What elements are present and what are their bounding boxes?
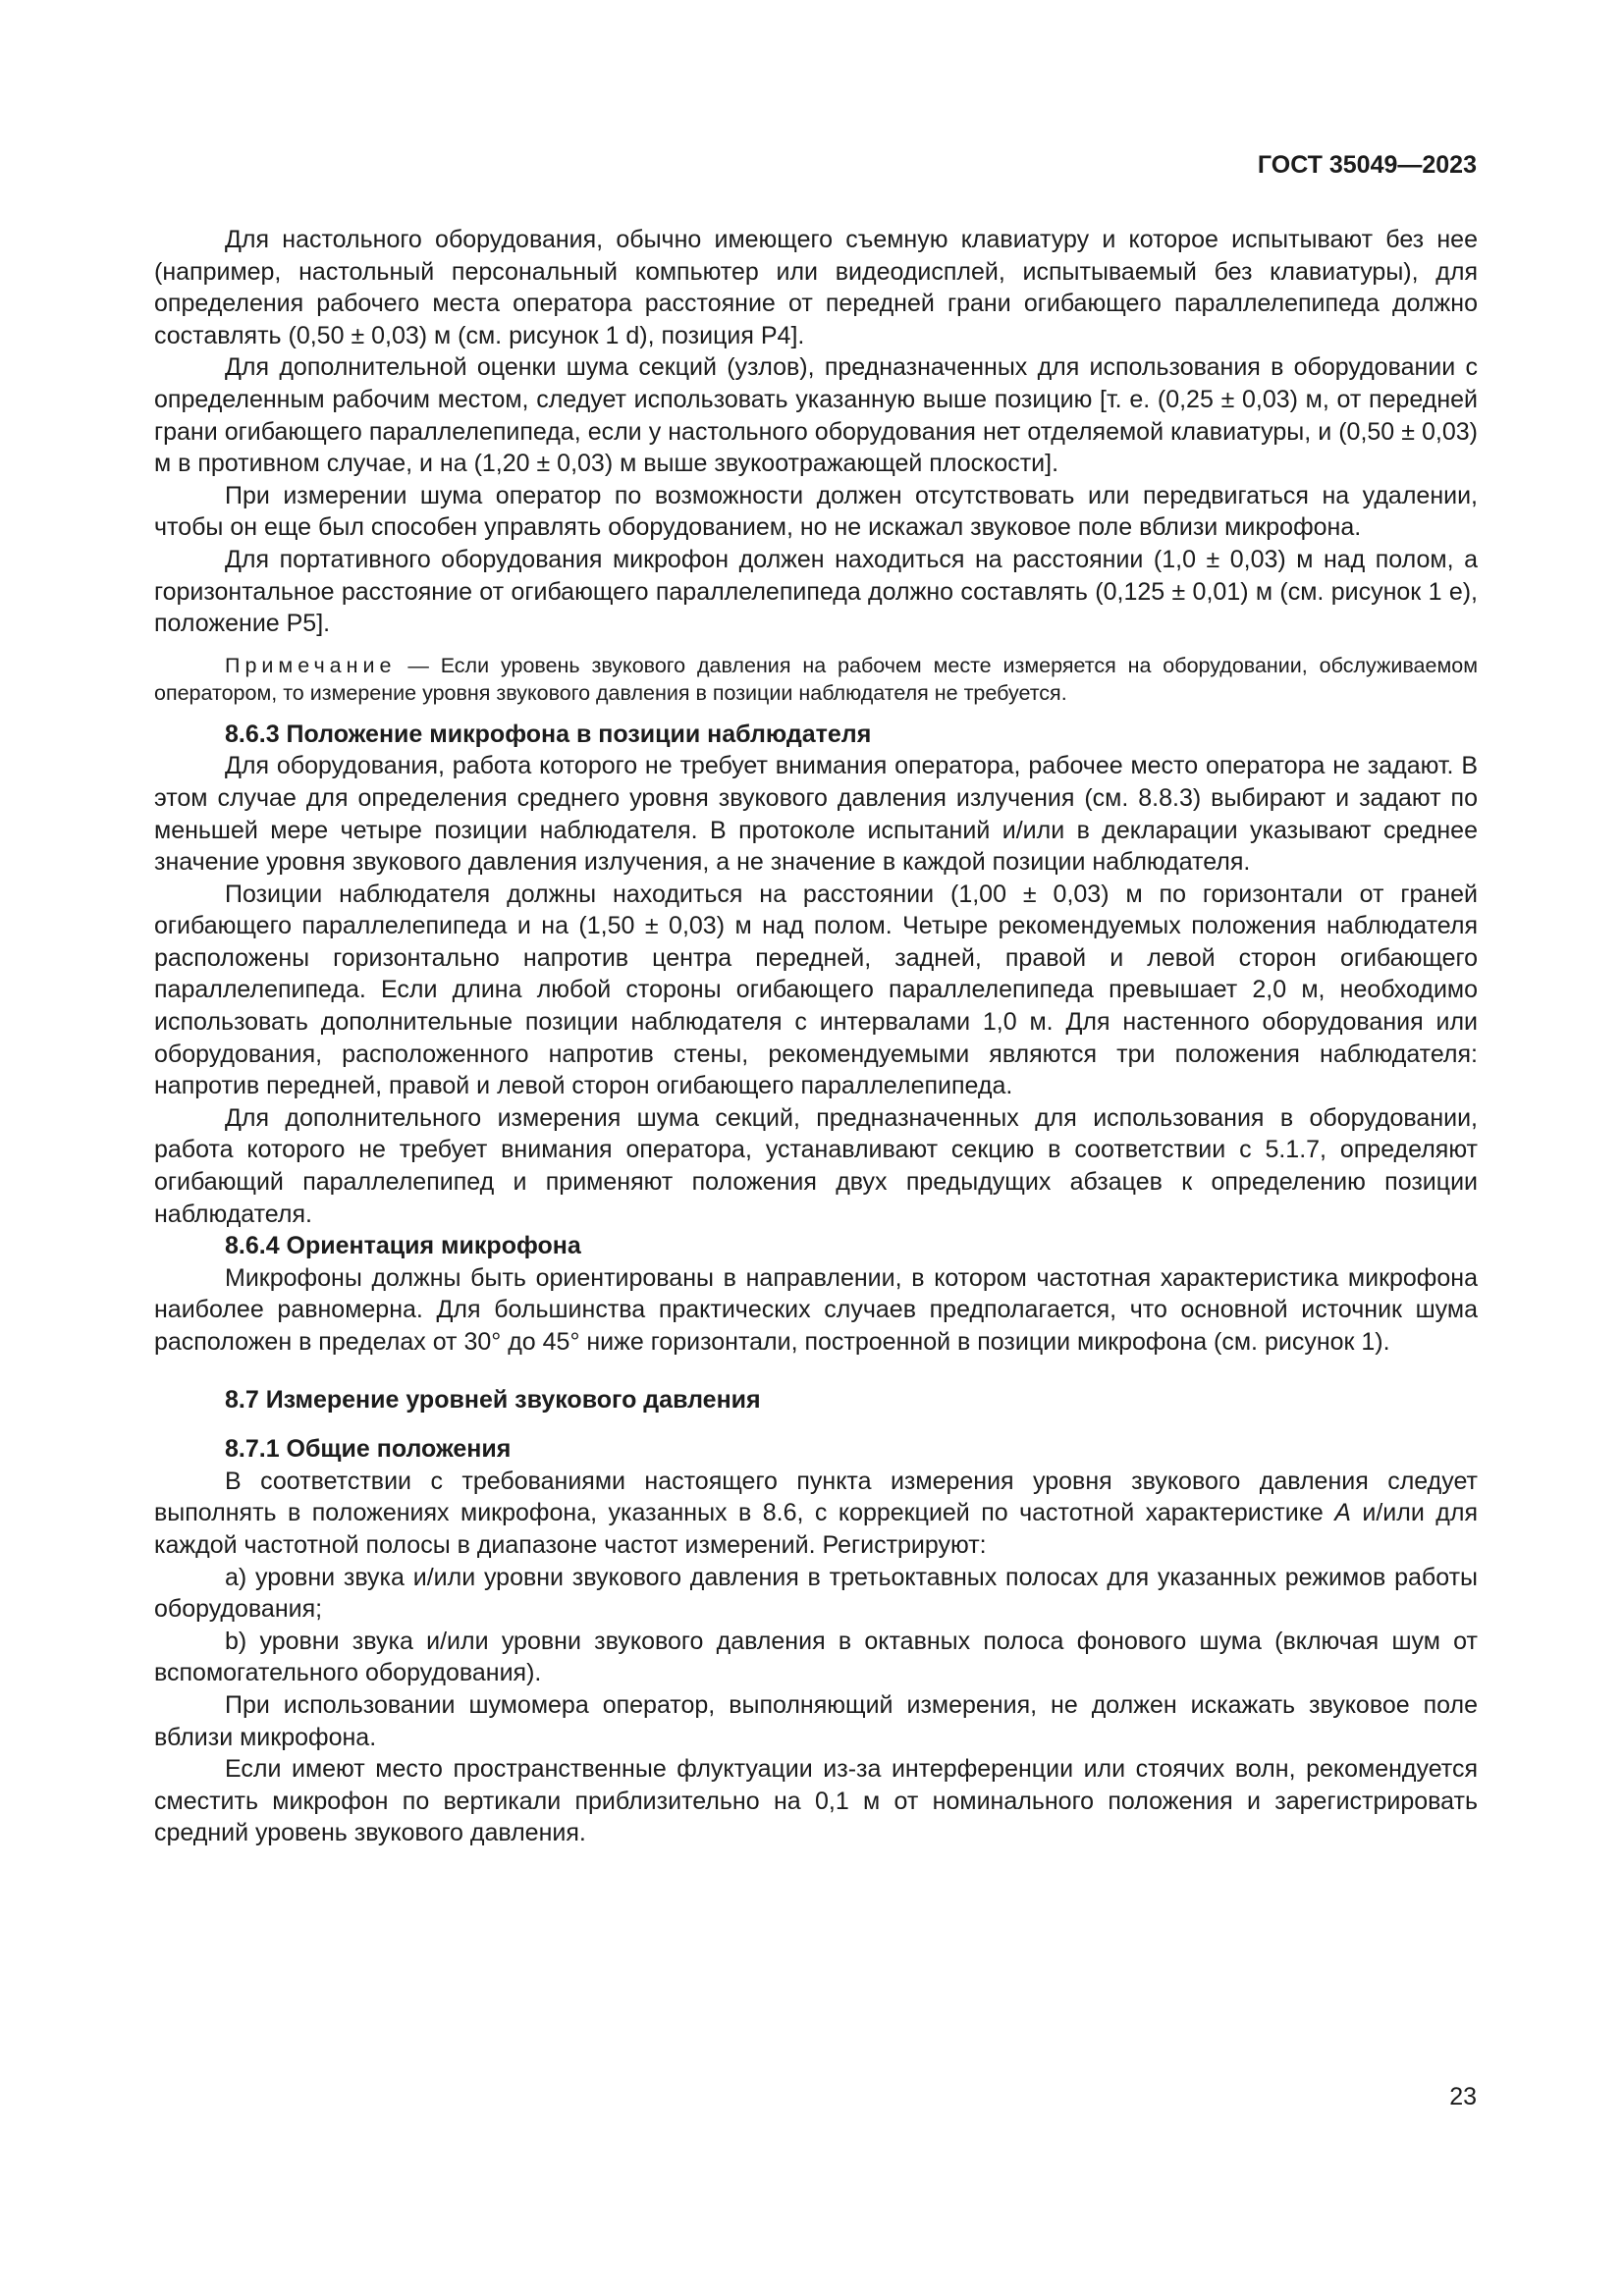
paragraph: Для настольного оборудования, обычно имеющего съемную клавиатуру и которое испытывают без нее (например, настольный персональный компьютер или видеодисплей, испытываемый без клавиатуры), для определения рабочего места оператора расстояние от передней грани огибающего параллелепипеда должно составлять (0,50 ± 0,03) м (см. рисунок 1 d), позиция P4]. <box>154 226 1478 349</box>
paragraph: При измерении шума оператор по возможности должен отсутствовать или передвигаться на удалении, чтобы он еще был способен управлять оборудованием, но не искажал звуковое поле вблизи микрофона. <box>154 481 1478 542</box>
note-label: Примечание <box>225 653 397 677</box>
paragraph: Позиции наблюдателя должны находиться на расстоянии (1,00 ± 0,03) м по горизонтали от граней огибающего параллелепипеда и на (1,50 ± 0,03) м над полом. Четыре рекомендуемых положения наблюдателя расположены горизонтально напротив центра передней, задней, правой и левой сторон огибающего параллелепипеда. Если длина любой стороны огибающего параллелепипеда превышает 2,0 м, необходимо использовать дополнительные позиции наблюдателя с интервалами 1,0 м. Для настенного оборудования или оборудования, расположенного напротив стены, рекомендуемыми являются три положения наблюдателя: напротив передней, правой и левой сторон огибающего параллелепипеда. <box>154 880 1478 1100</box>
section-heading-8-7-1: 8.7.1 Общие положения <box>225 1435 512 1464</box>
text-run: и/или для каждой частотной полосы в диапазоне частот измерений. Регистрируют: <box>154 1499 1478 1559</box>
section-heading-8-6-3: 8.6.3 Положение микрофона в позиции наблюдателя <box>225 720 872 748</box>
page-body <box>154 224 1478 1849</box>
paragraph <box>154 1466 1478 1562</box>
note <box>154 652 1478 707</box>
section-heading-8-6-4: 8.6.4 Ориентация микрофона <box>225 1232 581 1260</box>
italic-symbol: A <box>1334 1499 1351 1527</box>
text-run: В соответствии с требованиями настоящего пункта измерения уровня звукового давления следует выполнять в положениях микрофона, указанных в 8.6, с коррекцией по частотной характеристике <box>154 1467 1478 1527</box>
paragraph: Микрофоны должны быть ориентированы в направлении, в котором частотная характеристика микрофона наиболее равномерна. Для большинства практических случаев предполагается, что основной источник шума расположен в пределах от 30° до 45° ниже горизонтали, построенной в позиции микрофона (см. рисунок 1). <box>154 1263 1478 1356</box>
document-id: ГОСТ 35049—2023 <box>1257 151 1477 179</box>
list-item-b: b) уровни звука и/или уровни звукового давления в октавных полоса фонового шума (включая шум от вспомогательного оборудования). <box>154 1627 1478 1687</box>
paragraph: При использовании шумомера оператор, выполняющий измерения, не должен искажать звуковое поле вблизи микрофона. <box>154 1690 1478 1751</box>
paragraph: Для дополнительной оценки шума секций (узлов), предназначенных для использования в оборудовании с определенным рабочим местом, следует использовать указанную выше позицию [т. е. (0,25 ± 0,03) м, от передней грани огибающего параллелепипеда, если у настольного оборудования нет отделяемой клавиатуры, и (0,50 ± 0,03) м в противном случае, и на (1,20 ± 0,03) м выше звукоотражающей плоскости]. <box>154 353 1478 478</box>
section-heading-8-7: 8.7 Измерение уровней звукового давления <box>225 1385 761 1414</box>
paragraph: Для портативного оборудования микрофон должен находиться на расстоянии (1,0 ± 0,03) м над полом, а горизонтальное расстояние от огибающего параллелепипеда должно составлять (0,125 ± 0,01) м (см. рисунок 1 е), положение P5]. <box>154 545 1478 638</box>
note-text: — Если уровень звукового давления на рабочем месте измеряется на оборудовании, обслуживаемом оператором, то измерение уровня звукового давления в позиции наблюдателя не требуется. <box>154 653 1478 705</box>
page-number: 23 <box>1449 2083 1477 2110</box>
list-item-a: a) уровни звука и/или уровни звукового давления в третьоктавных полосах для указанных режимов работы оборудования; <box>154 1563 1478 1624</box>
paragraph: Для дополнительного измерения шума секций, предназначенных для использования в оборудовании, работа которого не требует внимания оператора, устанавливают секцию в соответствии с 5.1.7, определяют огибающий параллелепипед и применяют положения двух предыдущих абзацев к определению позиции наблюдателя. <box>154 1103 1478 1228</box>
paragraph: Для оборудования, работа которого не требует внимания оператора, рабочее место оператора не задают. В этом случае для определения среднего уровня звукового давления излучения (см. 8.8.3) выбирают и задают по меньшей мере четыре позиции наблюдателя. В протоколе испытаний и/или в декларации указывают среднее значение уровня звукового давления излучения, а не значение в каждой позиции наблюдателя. <box>154 752 1478 877</box>
paragraph: Если имеют место пространственные флуктуации из-за интерференции или стоячих волн, рекомендуется сместить микрофон по вертикали приблизительно на 0,1 м от номинального положения и зарегистрировать средний уровень звукового давления. <box>154 1755 1478 1847</box>
